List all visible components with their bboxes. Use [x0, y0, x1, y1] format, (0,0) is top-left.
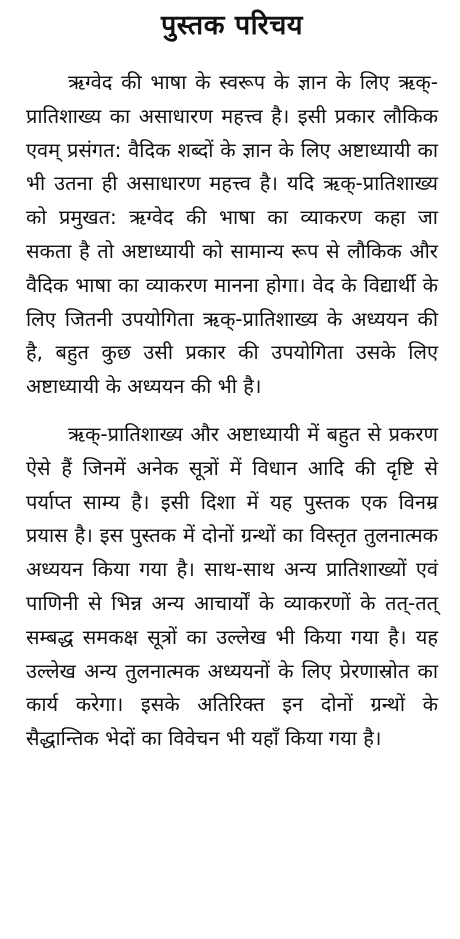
paragraph-2: ऋक्-प्रातिशाख्य और अष्टाध्यायी में बहुत से प्रकरण ऐसे हैं जिनमें अनेक सूत्रों में विधान आदि की दृष्टि से पर्याप्त साम्य है। इसी दिशा में यह पुस्तक एक विनम्र प्रयास है। इस पुस्तक में दोनों ग्रन्थों का विस्तृत तुलनात्मक अध्ययन किया गया है। साथ-साथ अन्य प्रातिशाख्यों एवं पाणिनी से भिन्न अन्य आचार्यों के व्याकरणों के तत्-तत् सम्बद्ध समकक्ष सूत्रों का उल्लेख भी किया गया है। यह उल्लेख अन्य तुलनात्मक अध्ययनों के लिए प्रेरणास्रोत का कार्य करेगा। इसके अतिरिक्त इन दोनों ग्रन्थों के सैद्धान्तिक भेदों का विवेचन भी यहाँ किया गया है। [26, 421, 438, 751]
paragraph-1: ऋग्वेद की भाषा के स्वरूप के ज्ञान के लिए ऋक्-प्रातिशाख्य का असाधारण महत्त्व है। इसी प्रकार लौकिक एवम् प्रसंगत: वैदिक शब्दों के ज्ञान के लिए अष्टाध्यायी का भी उतना ही असाधारण महत्त्व है। यदि ऋक्-प्रातिशाख्य को प्रमुखत: ऋग्वेद की भाषा का व्याकरण कहा जा सकता है तो अष्टाध्यायी को सामान्य रूप से लौकिक और वैदिक भाषा का व्याकरण मानना होगा। वेद के विद्यार्थी के लिए जितनी उपयोगिता ऋक्-प्रातिशाख्य के अध्ययन की है, बहुत कुछ उसी प्रकार की उपयोगिता उसके लिए अष्टाध्यायी के अध्ययन की भी है। [26, 70, 438, 399]
page-title: पुस्तक परिचय [160, 10, 304, 41]
